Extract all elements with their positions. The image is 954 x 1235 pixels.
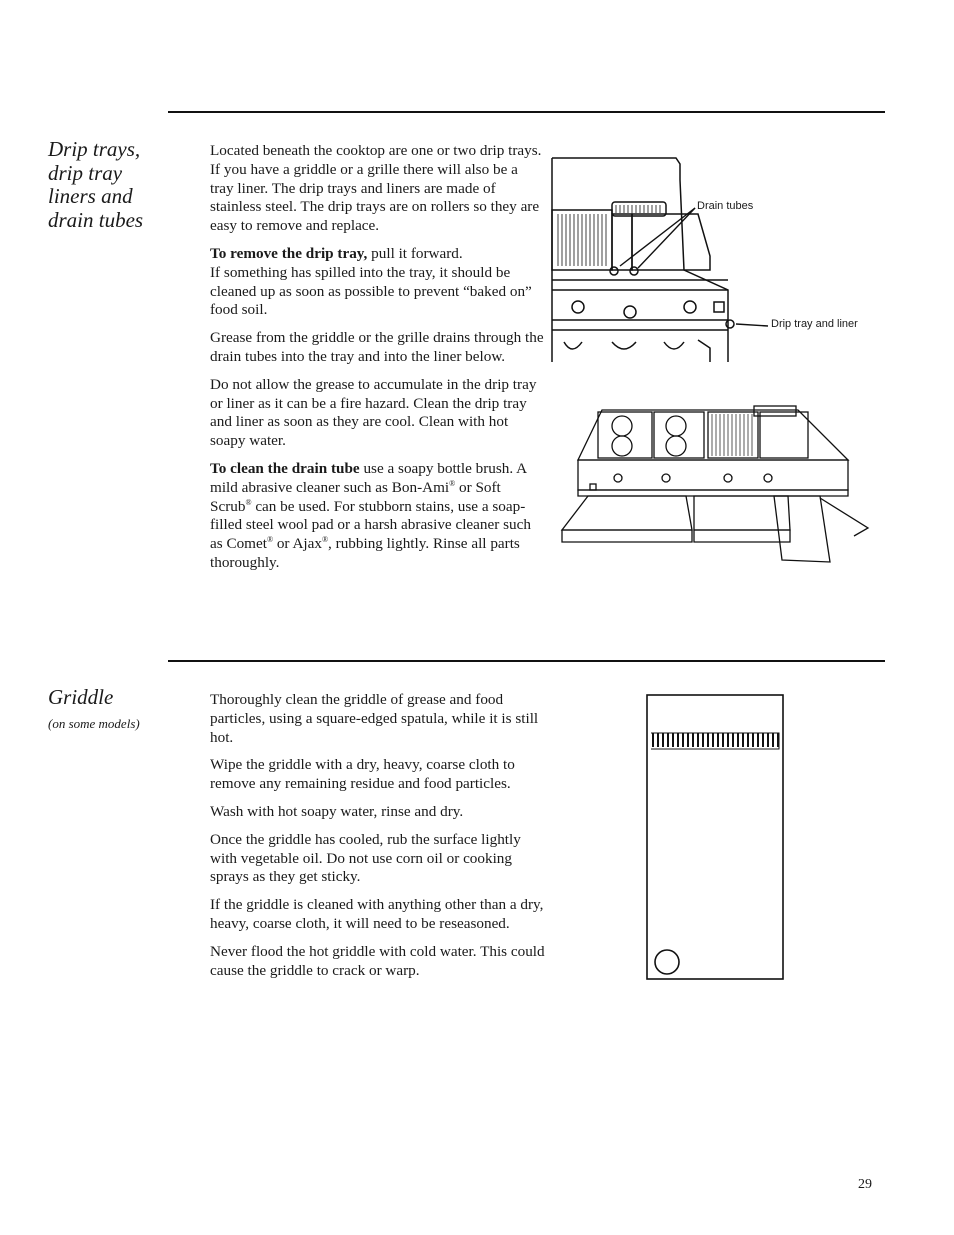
drain-tubes-illustration bbox=[548, 150, 878, 365]
paragraph: Once the griddle has cooled, rub the surface lightly with vegetable oil. Do not use corn oil or cooking sprays as they get sticky. bbox=[210, 830, 521, 886]
section-divider-griddle bbox=[168, 660, 885, 662]
text: or Soft Scrub bbox=[210, 478, 501, 515]
paragraph: Wipe the griddle with a dry, heavy, coarse cloth to remove any remaining residue and food particles. bbox=[210, 756, 515, 793]
paragraph: Located beneath the cooktop are one or two drip trays. If you have a griddle or a grille there will also be a tray liner. The drip trays and liners are made of stainless steel. The drip trays are on rollers so they are easy to remove and replace. bbox=[210, 142, 542, 235]
heading-line: drip tray bbox=[48, 160, 123, 185]
registered-mark: ® bbox=[266, 535, 274, 545]
registered-mark: ® bbox=[449, 478, 456, 488]
paragraph: If the griddle is cleaned with anything other than a dry, heavy, coarse cloth, it will need to be reseasoned. bbox=[210, 896, 544, 932]
text: pull it forward. bbox=[367, 244, 463, 262]
drip-tray-body-text bbox=[210, 142, 545, 582]
paragraph: Thoroughly clean the griddle of grease and food particles, using a square-edged spatula, while it is still hot. bbox=[210, 691, 539, 746]
griddle-body-text bbox=[210, 691, 545, 989]
page-number: 29 bbox=[858, 1177, 872, 1192]
paragraph: Wash with hot soapy water, rinse and dry. bbox=[210, 802, 464, 820]
section-divider-top bbox=[168, 111, 885, 113]
paragraph: Grease from the griddle or the grille drains through the drain tubes into the tray and into the liner below. bbox=[210, 329, 544, 365]
text: or Ajax bbox=[273, 535, 322, 553]
text: , rubbing lightly. Rinse all parts thoroughly. bbox=[210, 535, 520, 571]
drip-tray-label: Drip tray and liner bbox=[771, 318, 858, 330]
heading-line: liners and bbox=[48, 184, 133, 208]
paragraph: Do not allow the grease to accumulate in the drip tray or liner as it can be a fire hazard. Clean the drip tray and liner as soon as they are cool. Clean with hot soapy water. bbox=[210, 375, 537, 450]
heading-line: drain tubes bbox=[48, 207, 144, 232]
griddle-subtitle: (on some models) bbox=[48, 716, 140, 731]
text: use a soapy bottle brush. A mild abrasive cleaner such as Bon-Ami bbox=[210, 459, 527, 496]
paragraph: Never flood the hot griddle with cold water. This could cause the griddle to crack or warp. bbox=[210, 942, 545, 979]
drain-tubes-label: Drain tubes bbox=[697, 200, 754, 212]
paragraph bbox=[210, 460, 545, 573]
griddle-illustration bbox=[645, 693, 785, 983]
section-heading-griddle: Griddle bbox=[48, 685, 114, 709]
bold-lead: To clean the drain tube bbox=[210, 459, 360, 477]
bold-lead: To remove the drip tray, bbox=[210, 244, 368, 262]
section-heading-drip-trays bbox=[48, 138, 178, 232]
paragraph bbox=[210, 245, 545, 320]
registered-mark: ® bbox=[245, 497, 252, 507]
text: can be used. For stubborn stains, use a soap-filled steel wool pad or a harsh abrasive cleaner such as Comet bbox=[210, 497, 531, 553]
heading-line: Drip trays, bbox=[48, 137, 141, 161]
text: If something has spilled into the tray, it should be cleaned up as soon as possible to prevent “baked on” food soil. bbox=[210, 263, 532, 319]
rangetop-drip-trays-illustration bbox=[558, 400, 870, 570]
registered-mark: ® bbox=[321, 535, 329, 545]
